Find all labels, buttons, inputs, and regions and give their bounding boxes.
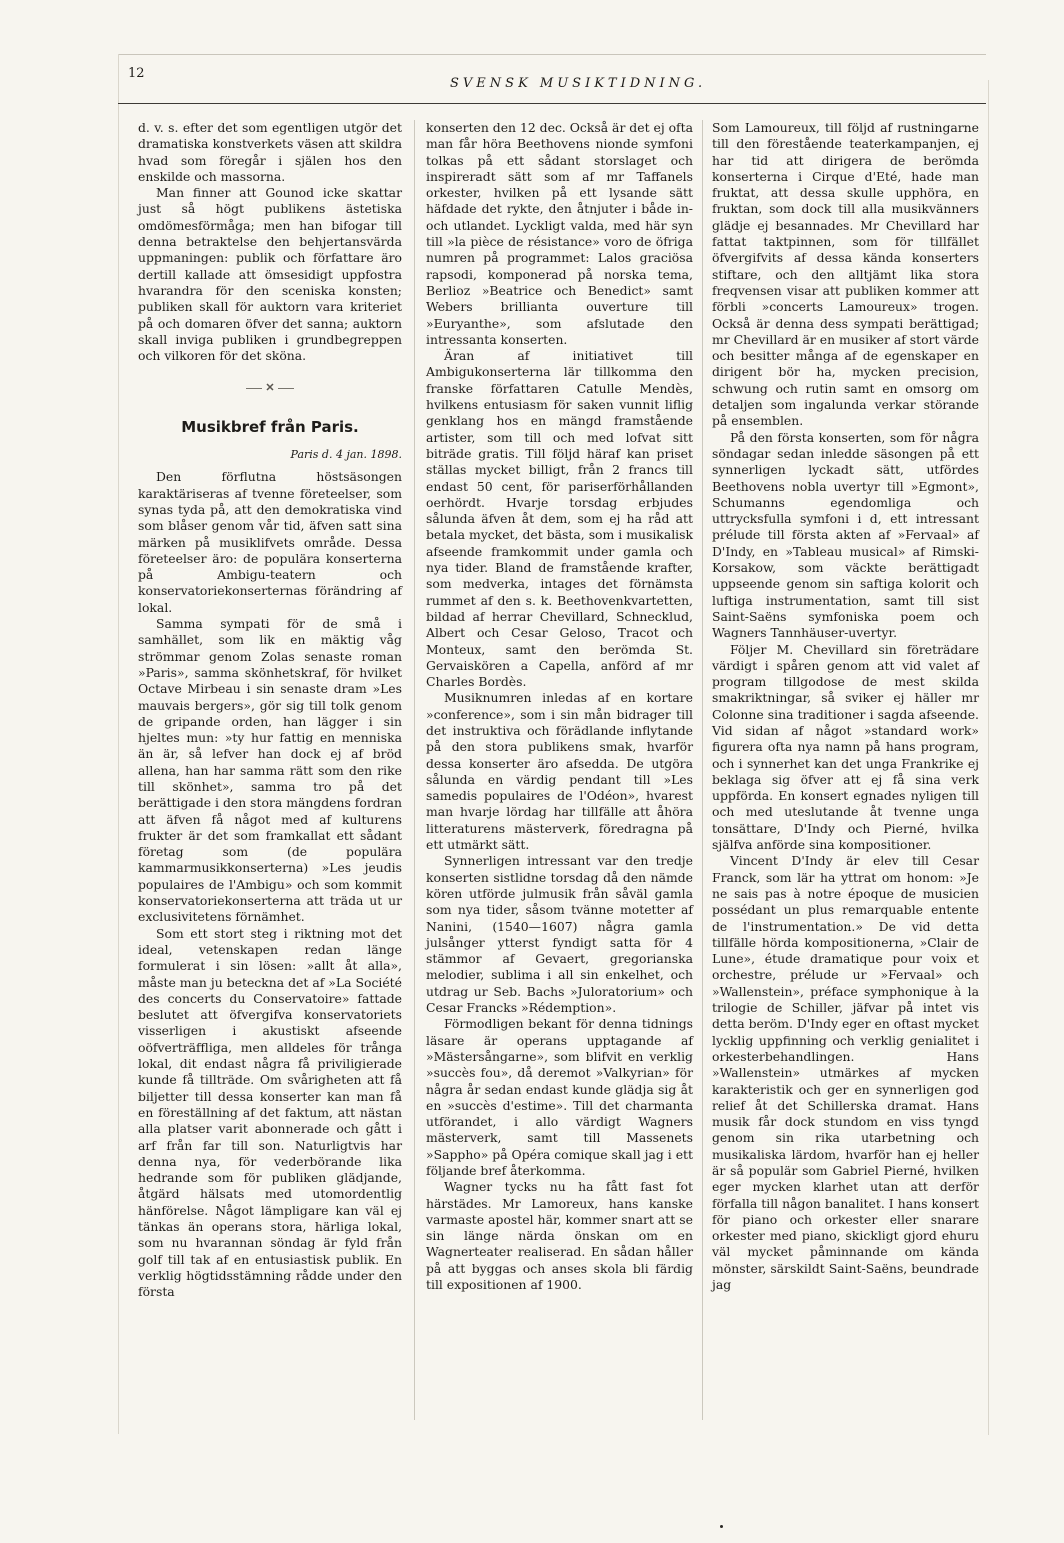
article-title: Musikbref från Paris. xyxy=(181,417,359,436)
paragraph: Samma sympati för de små i samhället, som lik en mäktig våg strömmar genom Zolas senaste roman »Paris», samma skönhetskraf, för hvilket Octave Mirbeau i sin senaste dram »Les mauvais bergers», gör sig till tolk genom de gripande orden, han lägger i sin hjeltes mun: »ty hur fattig en menniska än är, så lefver han dock ej af bröd allena, han har samma rätt som den rike till skönhet», samma tro på det berättigade i den stora mängdens fordran att äfven få något med af kulturens frukter är det som framkallat ett sådant företag som (de populära kammarmusikkonserterna) »Les jeudis populaires de l'Ambigu» och som kommit konservatoriekonserterna att träda ut ur exclusivitetens förnämhet. xyxy=(138,616,402,925)
column-divider xyxy=(414,120,415,1420)
column-3 xyxy=(712,120,979,1293)
section-ornament xyxy=(138,380,402,396)
ornament-cross-icon: ✕ xyxy=(265,381,275,395)
top-border-rule xyxy=(118,54,986,55)
print-speck xyxy=(720,1525,723,1528)
paragraph: Wagner tycks nu ha fått fast fot härstädes. Mr Lamoreux, hans kanske varmaste apostel här, kommer snart att se sin länge närda önskan om en Wagnerteater realiserad. En sådan håller på att byggas och anses skola bli färdig till expositionen af 1900. xyxy=(426,1179,693,1293)
paragraph: Förmodligen bekant för denna tidnings läsare är operans upptagande af »Mästersångarne», som blifvit en verklig »succès fou», då deremot »Valkyrian» för några år sedan endast kunde glädja sig åt en »succès d'estime». Till det charmanta utförandet, i allo värdigt Wagners mästerverk, samt till Massenets »Sappho» på Opéra comique skall jag i ett följande bref återkomma. xyxy=(426,1016,693,1178)
column-1 xyxy=(138,120,402,1300)
paragraph: Som ett stort steg i riktning mot det ideal, vetenskapen redan länge formulerat i sin lösen: »allt åt alla», måste man ju beteckna det af »La Société des concerts du Conservatoire» fattade beslutet att öfvergifva konservatoriets visserligen i akustiskt afseende oöfverträffliga, men alldeles för trånga lokal, dit endast några få priviligierade kunde få tillträde. Om svårigheten att få biljetter till dessa konserter kan man få en föreställning af det faktum, att nästan alla platser varit abonnerade och gått i arf från far till son. Naturligtvis har denna nya, för vederbörande lika hedrande som för publiken glädjande, åtgärd hälsats med utomordentlig hänförelse. Något lämpligare kan väl ej tänkas än operans stora, härliga lokal, som nu hvarannan söndag är fyld från golf till tak af en entusiastisk publik. En verklig högtidsstämning rådde under den första xyxy=(138,925,402,1300)
article-dateline: Paris d. 4 jan. 1898. xyxy=(290,448,402,462)
paragraph: På den första konserten, som för några söndagar sedan inledde säsongen på ett synnerligen lyckadt sätt, utfördes Beethovens nobla uvertyr till »Egmont», Schumanns egendomliga och uttrycksfulla symfoni i d, ett intressant prélude till första akten af »Fervaal» af D'Indy, en »Tableau musical» af Rimski-Korsakow, som väckte berättigadt uppseende genom sin saftiga kolorit och luftiga instrumentation, samt till sist Saint-Saëns symfoniska poem och Wagners Tannhäuser-uvertyr. xyxy=(712,429,979,641)
paragraph: d. v. s. efter det som egentligen utgör det dramatiska konstverkets väsen att skildra hvad som föregår i själen hos den enskilde och massorna. xyxy=(138,120,402,184)
column-divider xyxy=(702,120,703,1420)
paragraph: Som Lamoureux, till följd af rustningarne till den förestående teaterkampanjen, ej har tid att dirigera de berömda konserterna i Cirque d'Eté, hade man fruktat, att dessa skulle upphöra, en fruktan, som dock till alla musikvänners glädje ej besannades. Mr Chevillard har fattat taktpinnen, som för tillfället öfvergifvits af dessa kända konserters stiftare, och den alltjämt lika stora freqvensen visar att publiken kommer att förbli »concerts Lamoureux» trogen. Också är denna dess sympati berättigad; mr Chevillard är en musiker af stort värde och besitter många af de egenskaper en dirigent bör ha, mycken precision, schwung och rutin samt en omsorg om detaljen som ingalunda verkar störande på ensemblen. xyxy=(712,120,979,429)
ornament-dash xyxy=(278,388,294,389)
right-border-rule xyxy=(988,80,989,1435)
ornament-dash xyxy=(246,388,262,389)
running-head: SVENSK MUSIKTIDNING. xyxy=(450,76,707,91)
paragraph: Äran af initiativet till Ambigukonserterna lär tillkomma den franske författaren Catulle Mendès, hvilkens entusiasm för saken vunnit liflig genklang hos en mängd framstående artister, som till och med lofvat sitt biträde gratis. Till följd häraf kan priset ställas mycket billigt, från 2 francs till endast 50 cent, för pariserförhållanden oerhördt. Hvarje torsdag erbjudes sålunda äfven åt dem, som ej ha råd att betala mycket, det bästa, som i musikalisk afseende framkommit under gamla och nya tider. Bland de framstående krafter, som medverka, intages det förnämsta rummet af den s. k. Beethovenkvartetten, bildad af herrar Chevillard, Schnecklud, Albert och Cesar Geloso, Tracot och Monteux, samt den berömda St. Gervaiskören a Capella, anförd af mr Charles Bordès. xyxy=(426,348,693,690)
paragraph: Synnerligen intressant var den tredje konserten sistlidne torsdag då den nämde kören utförde julmusik från såväl gamla som nya tider, såsom tvänne motetter af Nanini, (1540—1607) några gamla julsånger ytterst fyndigt satta för 4 stämmor af Gevaert, gregorianska melodier, sublima i all sin enkelhet, och utdrag ur Seb. Bachs »Juloratorium» och Cesar Francks »Rédemption». xyxy=(426,853,693,1016)
paragraph: Musiknumren inledas af en kortare »conference», som i sin mån bidrager till det instruktiva och förädlande inflytande på den stora publikens smak, hvarför dessa konserter äro afsedda. De utgöra sålunda en värdig pendant till »Les samedis populaires de l'Odéon», hvarest man hvarje lördag har tillfälle att åhöra litteraturens mästerverk, föredragna på ett utmärkt sätt. xyxy=(426,690,693,853)
paragraph: Följer M. Chevillard sin företrädare värdigt i spåren genom att vid valet af program tillgodose de mest skilda smakriktningar, så sviker ej häller mr Colonne sina traditioner i sagda afseende. Vid sidan af något »standard work» figurera ofta nya namn på hans program, och i synnerhet kan det unga Frankrike ej beklaga sig öfver att ej få sina verk uppförda. En konsert egnades nyligen till och med uteslutande åt tvenne unga tonsättare, D'Indy och Pierné, hvilka själfva anförde sina kompositioner. xyxy=(712,641,979,853)
paragraph: konserten den 12 dec. Också är det ej ofta man får höra Beethovens nionde symfoni tolkas på ett sådant storslaget och inspireradt sätt som af mr Taffanels orkester, hvilken på ett lysande sätt häfdade det rykte, den åtnjuter i både in- och utlandet. Lyckligt valda, med här syn till »la pièce de résistance» voro de öfriga numren på programmet: Lalos graciösa rapsodi, komponerad på norska tema, Berlioz »Beatrice och Benedict» samt Webers brillianta ouverture till »Euryanthe», som afslutade den intressanta konserten. xyxy=(426,120,694,347)
paragraph: Man finner att Gounod icke skattar just så högt publikens ästetiska omdömesförmåga; men han bifogar till denna betraktelse den behjertansvärda uppmaningen: publik och författare äro dertill kallade att ömsesidigt uppfostra hvarandra för den sceniska konsten; publiken skall för auktorn vara kriteriet på och domaren öfver det sanna; auktorn skall inviga publiken i grundbegreppen och vilkoren för det sköna. xyxy=(138,185,402,364)
page-number: 12 xyxy=(128,66,145,81)
paragraph: Vincent D'Indy är elev till Cesar Franck, som lär ha yttrat om honom: »Je ne sais pas à notre époque de musicien possédant un plus remarquable entente de l'instrumentation.» De vid detta tillfälle hörda kompositionerna, »Clair de Lune», étude dramatique pour voix et orchestre, prélude ur »Fervaal» och »Wallenstein», préface symphonique à la trilogie de Schiller, jäfvar på intet vis detta beröm. D'Indy eger en oftast mycket lycklig uppfinning och verklig genialitet i orkesterbehandlingen. Hans »Wallenstein» utmärkes af mycken karakteristik och ger en synnerligen god relief åt det Schillerska dramat. Hans musik får dock stundom en viss tyngd genom sin rika utarbetning och musikaliska lärdom, hvarför han ej heller är så populär som Gabriel Pierné, hvilken eger mycken klarhet utan att derför förfalla till någon banalitet. I hans konsert för piano och orkester eller snarare orkester med piano, skickligt gjord ehuru väl mycket påminnande om kända mönster, särskildt Saint-Saëns, beundrade jag xyxy=(712,853,979,1293)
left-border-rule xyxy=(118,54,119,1434)
paragraph: Den förflutna höstsäsongen karaktäriseras af tvenne företeelser, som synas tyda på, att den demokratiska vind som blåser genom vår tid, äfven satt sina märken på musiklifvets område. Dessa företeelser äro: de populära konserterna på Ambigu-teatern och konservatoriekonserternas förändring af lokal. xyxy=(138,469,402,615)
header-divider xyxy=(118,103,986,104)
column-2 xyxy=(426,120,693,1293)
